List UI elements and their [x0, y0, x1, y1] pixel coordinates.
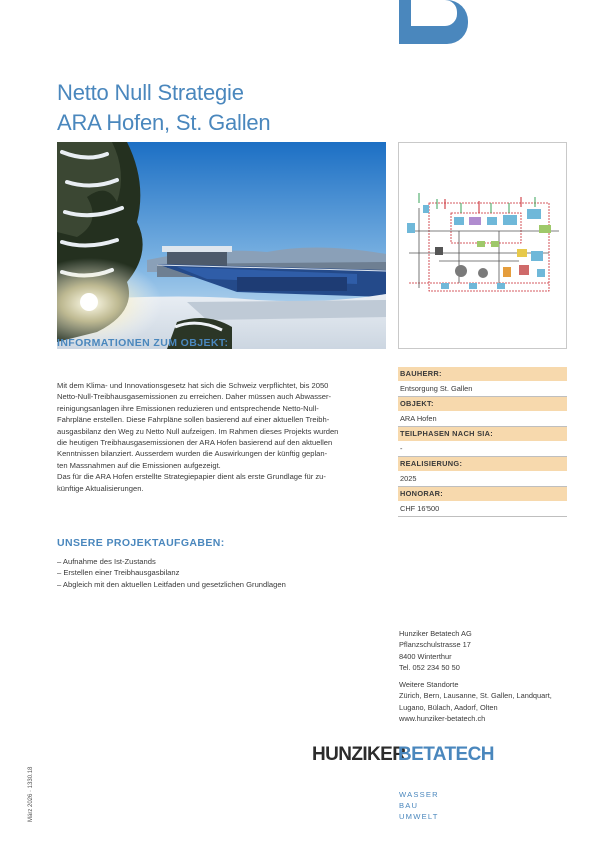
fact-label-honorar: HONORAR: — [398, 487, 567, 501]
document-date-code: März 2026 · 1330.18 — [28, 766, 34, 822]
info-line: Netto-Null-Treibhausgasemissionen zu erreichen. Daher müssen auch Abwasser- — [57, 392, 332, 402]
logo-mark-icon — [399, 0, 468, 44]
title-line-2: ARA Hofen, St. Gallen — [57, 110, 271, 135]
info-line: Kenntnissen bilanziert. Ausserdem wurden die Auswirkungen der künftig geplan- — [57, 449, 328, 459]
tagline-word: UMWELT — [399, 812, 439, 821]
tagline-word: WASSER — [399, 790, 439, 799]
project-photo — [57, 142, 386, 349]
task-list — [57, 556, 286, 590]
fact-label-objekt: OBJEKT: — [398, 397, 567, 411]
logo-text-betatech: BETATECH — [398, 744, 494, 765]
fact-value-objekt: ARA Hofen — [398, 411, 567, 427]
fact-value-honorar: CHF 16'500 — [398, 501, 567, 517]
brand-tagline — [399, 789, 439, 822]
city: 8400 Winterthur — [399, 651, 452, 661]
info-line: ten Massnahmen auf die Emissionen aufgezeigt. — [57, 460, 221, 470]
locations-line: Lugano, Bülach, Aadorf, Olten — [399, 702, 498, 712]
list-item: – Erstellen einer Treibhausgasbilanz — [57, 568, 180, 578]
info-heading: INFORMATIONEN ZUM OBJEKT: — [57, 337, 229, 349]
info-line: reinigungsanlagen ihre Emissionen reduzieren und entsprechende Netto-Null- — [57, 403, 319, 413]
fact-label-realisierung: REALISIERUNG: — [398, 457, 567, 471]
tasks-heading: UNSERE PROJEKTAUFGABEN: — [57, 537, 225, 549]
locations-heading: Weitere Standorte — [399, 680, 459, 690]
info-line: Das für die ARA Hofen erstellte Strategiepapier dient als erste Grundlage für zu- — [57, 472, 326, 482]
tagline-word: BAU — [399, 801, 419, 810]
list-item: – Abgleich mit den aktuellen Leitfaden und gesetzlichen Grundlagen — [57, 579, 286, 589]
fact-value-bauherr: Entsorgung St. Gallen — [398, 381, 567, 397]
fact-value-realisierung: 2025 — [398, 471, 567, 487]
title-line-1: Netto Null Strategie — [57, 80, 244, 105]
info-line: künftige Aktualisierungen. — [57, 483, 144, 493]
info-line: die heutigen Treibhausgasemissionen der ARA Hofen basierend auf den aktuellen — [57, 438, 333, 448]
list-item: – Aufnahme des Ist-Zustands — [57, 557, 156, 566]
company-name: Hunziker Betatech AG — [399, 629, 472, 638]
info-line: Fahrpläne erstellen. Diese Fahrpläne sollen basierend auf einer aktuellen Treibh- — [57, 415, 330, 425]
info-line: Mit dem Klima- und Innovationsgesetz hat sich die Schweiz verpflichtet, bis 2050 — [57, 381, 329, 390]
fact-label-bauherr: BAUHERR: — [398, 367, 567, 381]
fact-label-teilphasen: TEILPHASEN NACH SIA: — [398, 427, 567, 441]
page-title — [57, 78, 270, 138]
locations-line: Zürich, Bern, Lausanne, St. Gallen, Landquart, — [399, 691, 552, 701]
info-text — [57, 380, 385, 494]
street-address: Pflanzschulstrasse 17 — [399, 640, 471, 650]
info-line: ausgasbilanz den Weg zu Netto Null aufzeigen. Im Rahmen dieses Projekts wurden — [57, 426, 339, 436]
website-link[interactable]: www.hunziker-betatech.ch — [399, 714, 486, 724]
contact-block — [399, 628, 552, 724]
fact-value-teilphasen: - — [398, 441, 567, 457]
project-facts-table — [398, 367, 567, 517]
logo-text-hunziker: HUNZIKER — [312, 744, 406, 765]
process-diagram — [398, 142, 567, 349]
phone: Tel. 052 234 50 50 — [399, 662, 460, 672]
company-logo — [312, 744, 512, 770]
